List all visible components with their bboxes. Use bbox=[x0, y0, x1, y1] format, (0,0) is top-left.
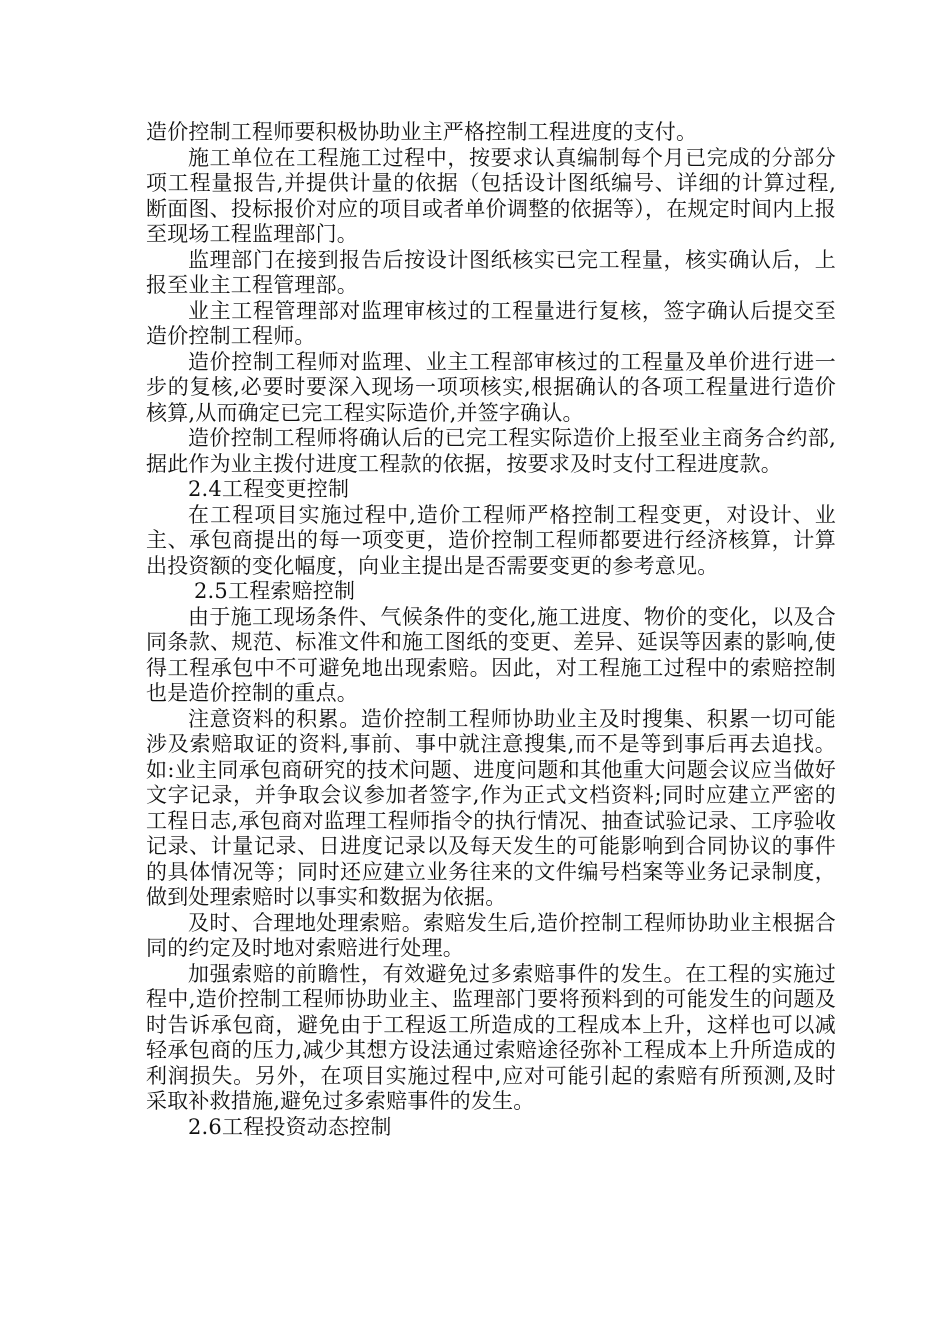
paragraph-payment-support: 造价控制工程师要积极协助业主严格控制工程进度的支付。 bbox=[146, 120, 698, 144]
section-heading-2-4: 2.4工程变更控制 bbox=[188, 477, 350, 501]
paragraph-owner-review: 业主工程管理部对监理审核过的工程量进行复核，签字确认后提交至造价控制工程师。 bbox=[146, 298, 836, 348]
paragraph-timely-handling: 及时、合理地处理索赔。索赔发生后,造价控制工程师协助业主根据合同的约定及时地对索赔进行处理。 bbox=[146, 910, 836, 960]
paragraph-record-accumulation: 注意资料的积累。造价控制工程师协助业主及时搜集、积累一切可能涉及索赔取证的资料,事前、事中就注意搜集,而不是等到事后再去追找。如:业主同承包商研究的技术问题、进度问题和其他重大问题会议应当做好文字记录，并争取会议参加者签字,作为正式文档资料;同时应建立严密的工程日志,承包商对监理工程师指令的执行情况、抽查试验记录、工序验收记录、计量记录、日进度记录以及每天发生的可能影响到合同协议的事件的具体情况等；同时还应建立业务往来的文件编号档案等业务记录制度，做到处理索赔时以事实和数据为依据。 bbox=[146, 706, 836, 909]
paragraph-claim-causes: 由于施工现场条件、气候条件的变化,施工进度、物价的变化，以及合同条款、规范、标准文件和施工图纸的变更、差异、延误等因素的影响,使得工程承包中不可避免地出现索赔。因此，对工程施工过程中的索赔控制也是造价控制的重点。 bbox=[146, 604, 836, 705]
paragraph-contractor-report: 施工单位在工程施工过程中，按要求认真编制每个月已完成的分部分项工程量报告,并提供计量的依据（包括设计图纸编号、详细的计算过程,断面图、投标报价对应的项目或者单价调整的依据等），在规定时间内上报至现场工程监理部门。 bbox=[146, 145, 836, 246]
paragraph-progress-payment: 造价控制工程师将确认后的已完工程实际造价上报至业主商务合约部,据此作为业主拨付进度工程款的依据，按要求及时支付工程进度款。 bbox=[146, 426, 836, 476]
document-body bbox=[146, 120, 836, 1140]
paragraph-supervision-verify: 监理部门在接到报告后按设计图纸核实已完工程量，核实确认后，上报至业主工程管理部。 bbox=[146, 247, 836, 297]
paragraph-claim-foresight: 加强索赔的前瞻性，有效避免过多索赔事件的发生。在工程的实施过程中,造价控制工程师协助业主、监理部门要将预料到的可能发生的问题及时告诉承包商，避免由于工程返工所造成的工程成本上升，这样也可以减轻承包商的压力,减少其想方设法通过索赔途径弥补工程成本上升所造成的利润损失。另外，在项目实施过程中,应对可能引起的索赔有所预测,及时采取补救措施,避免过多索赔事件的发生。 bbox=[146, 961, 836, 1113]
section-heading-2-6: 2.6工程投资动态控制 bbox=[188, 1114, 392, 1139]
paragraph-change-control: 在工程项目实施过程中,造价工程师严格控制工程变更，对设计、业主、承包商提出的每一项变更，造价控制工程师都要进行经济核算，计算出投资额的变化幅度，向业主提出是否需要变更的参考意见。 bbox=[146, 502, 836, 578]
section-heading-2-5: 2.5工程索赔控制 bbox=[194, 579, 356, 603]
paragraph-cost-engineer-review: 造价控制工程师对监理、业主工程部审核过的工程量及单价进行进一步的复核,必要时要深入现场一项项核实,根据确认的各项工程量进行造价核算,从而确定已完工程实际造价,并签字确认。 bbox=[146, 349, 836, 425]
